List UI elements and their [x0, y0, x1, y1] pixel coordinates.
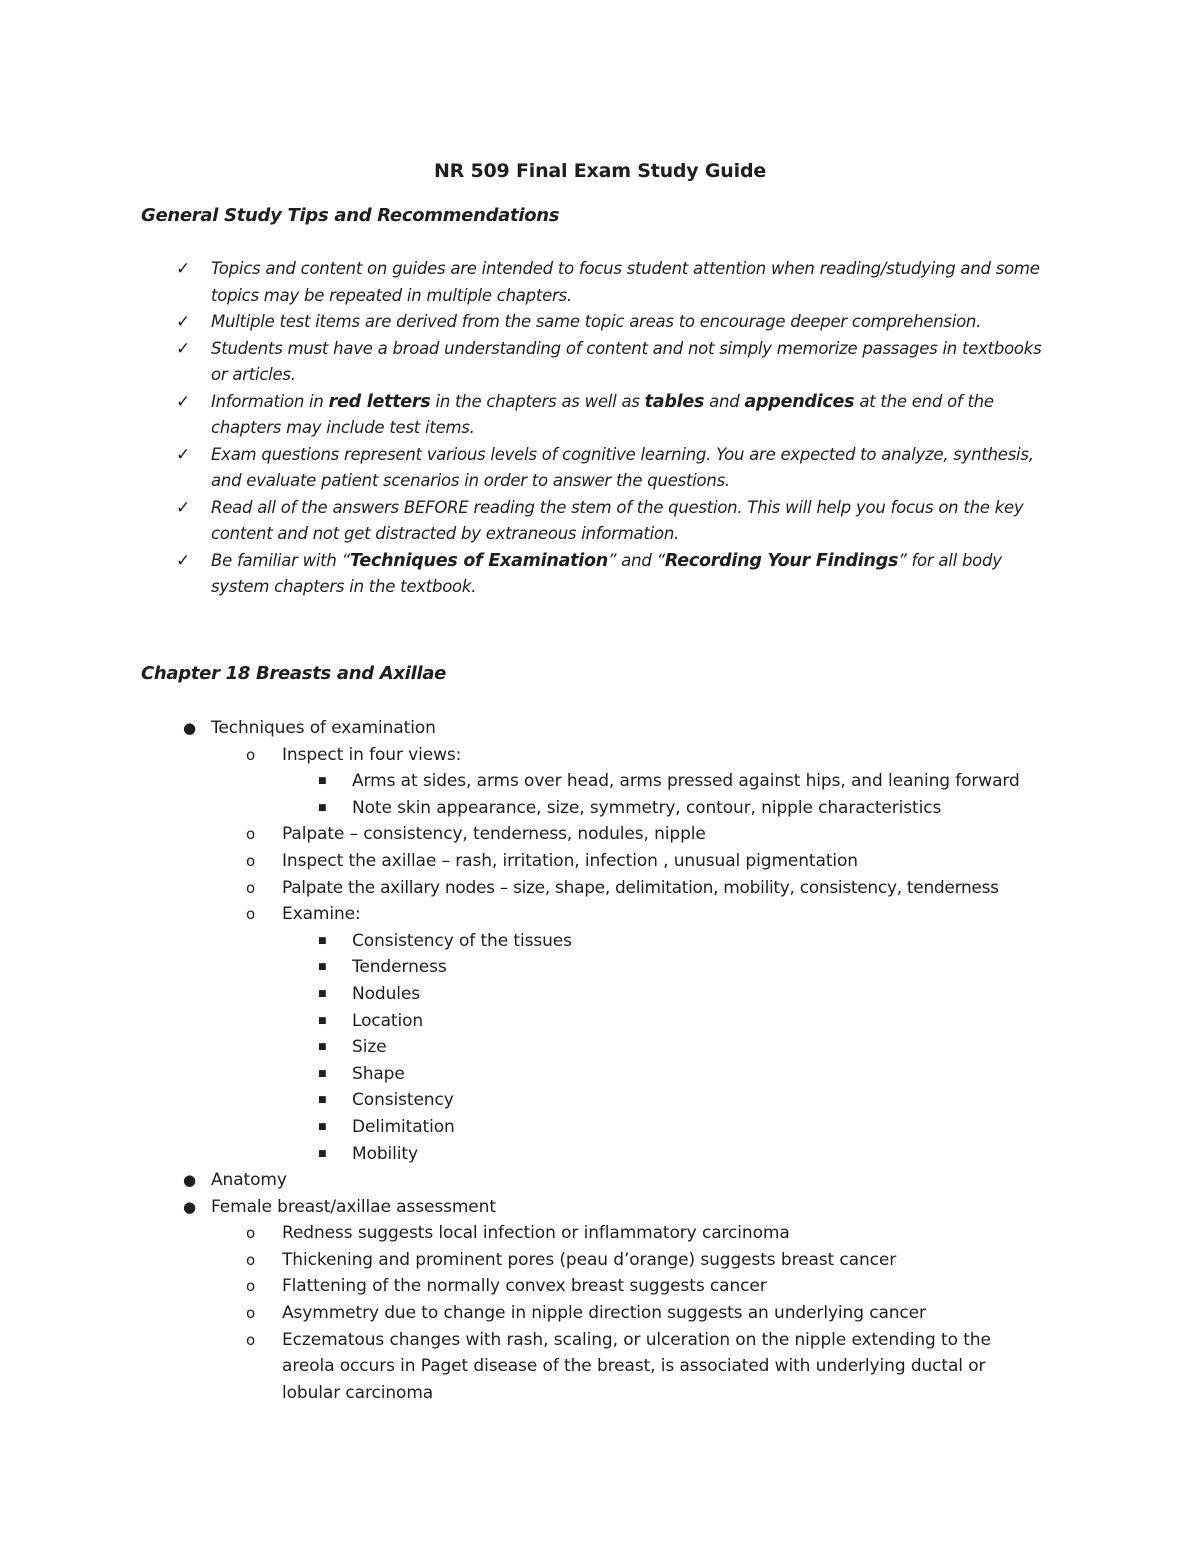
- bullet-icon: ●: [183, 1171, 196, 1190]
- tip-item: [0, 336, 1061, 389]
- list-item: ■ Nodules: [0, 981, 1200, 1008]
- tip-text: ” for all body system chapters in the textbook.: [211, 550, 1002, 596]
- tip-text: Exam questions represent various levels of cognitive learning. You are expected to analyze, synthesis, and evaluate patient scenarios in order to answer the questions.: [211, 444, 1034, 490]
- list-item: o Asymmetry due to change in nipple direction suggests an underlying cancer: [0, 1300, 1200, 1327]
- list-item: ■ Arms at sides, arms over head, arms pressed against hips, and leaning forward: [0, 768, 1200, 795]
- list-item: ■ Delimitation: [0, 1114, 1200, 1141]
- square-bullet-icon: ■: [318, 962, 327, 973]
- tips-list: [0, 256, 1200, 601]
- check-icon: ✓: [176, 444, 190, 465]
- circle-bullet-icon: o: [246, 878, 256, 897]
- list-item: ● Techniques of examination: [0, 715, 1200, 742]
- emphasis-appendices: appendices: [744, 391, 855, 412]
- list-item: o Palpate the axillary nodes – size, shape, delimitation, mobility, consistency, tenderness: [0, 875, 1200, 902]
- circle-bullet-icon: o: [246, 851, 256, 870]
- tip-text: Read all of the answers BEFORE reading the stem of the question. This will help you focus on the key content and not get distracted by extraneous information.: [211, 497, 1024, 543]
- tip-text: Topics and content on guides are intended to focus student attention when reading/studying and some topics may be repeated in multiple chapters.: [211, 259, 1040, 305]
- emphasis-techniques: Techniques of Examination: [349, 550, 608, 571]
- list-item: ■ Mobility: [0, 1141, 1200, 1168]
- square-bullet-icon: ■: [318, 1015, 327, 1026]
- tip-text: at the end of the chapters may include test items.: [211, 391, 994, 437]
- bullet-icon: ●: [183, 719, 196, 737]
- circle-bullet-icon: o: [246, 1330, 256, 1349]
- list-item: o Flattening of the normally convex breast suggests cancer: [0, 1273, 1200, 1300]
- tip-text: Multiple test items are derived from the same topic areas to encourage deeper comprehension.: [211, 312, 982, 331]
- circle-bullet-icon: o: [246, 745, 256, 764]
- circle-bullet-icon: o: [246, 1277, 256, 1296]
- check-icon: ✓: [176, 497, 190, 518]
- square-bullet-icon: ■: [318, 988, 327, 999]
- check-icon: ✓: [176, 391, 190, 412]
- list-item: o Palpate – consistency, tenderness, nodules, nipple: [0, 821, 1200, 848]
- tip-text: Information in: [211, 391, 329, 411]
- tip-text: in the chapters as well as: [430, 391, 645, 411]
- tip-text: Be familiar with “: [211, 550, 350, 570]
- square-bullet-icon: ■: [318, 1148, 327, 1159]
- square-bullet-icon: ■: [318, 802, 327, 813]
- tip-item: [0, 256, 1061, 309]
- check-icon: ✓: [176, 338, 190, 359]
- square-bullet-icon: ■: [318, 935, 327, 946]
- list-item: ■ Consistency: [0, 1087, 1200, 1114]
- list-item: ● Anatomy: [0, 1167, 1200, 1194]
- list-item: o Inspect the axillae – rash, irritation, infection , unusual pigmentation: [0, 848, 1200, 875]
- square-bullet-icon: ■: [318, 1068, 327, 1079]
- tip-item: [0, 548, 1061, 601]
- circle-bullet-icon: o: [246, 1250, 256, 1269]
- tip-item: [0, 442, 1061, 495]
- list-item: o Inspect in four views:: [0, 742, 1200, 769]
- emphasis-tables: tables: [644, 391, 705, 412]
- circle-bullet-icon: o: [246, 1224, 256, 1243]
- square-bullet-icon: ■: [318, 1121, 327, 1132]
- list-item: ■ Note skin appearance, size, symmetry, contour, nipple characteristics: [0, 795, 1200, 822]
- list-item: ■ Tenderness: [0, 954, 1200, 981]
- emphasis-recording: Recording Your Findings: [664, 550, 899, 571]
- list-item: o Eczematous changes with rash, scaling, or ulceration on the nipple extending to the areola occurs in Paget disease of the breast, is associated with underlying ductal or lobular carcinoma: [0, 1327, 1022, 1407]
- bullet-icon: ●: [183, 1197, 196, 1216]
- check-icon: ✓: [176, 259, 190, 279]
- circle-bullet-icon: o: [246, 1304, 256, 1323]
- list-item: o Examine:: [0, 901, 1200, 928]
- document-title: NR 509 Final Exam Study Guide: [433, 160, 767, 182]
- tip-item: [0, 389, 1061, 442]
- square-bullet-icon: ■: [318, 1095, 327, 1106]
- list-item: o Thickening and prominent pores (peau d’orange) suggests breast cancer: [0, 1247, 1200, 1274]
- circle-bullet-icon: o: [246, 905, 256, 924]
- tip-text: and: [704, 391, 745, 411]
- tip-item: [0, 495, 1061, 548]
- tip-text: Students must have a broad understanding of content and not simply memorize passages in textbooks or articles.: [211, 338, 1042, 384]
- list-item: ■ Size: [0, 1034, 1200, 1061]
- chapter-heading: Chapter 18 Breasts and Axillae: [141, 663, 447, 684]
- list-item: ■ Location: [0, 1008, 1200, 1035]
- tips-heading: General Study Tips and Recommendations: [141, 205, 560, 226]
- emphasis-red-letters: red letters: [328, 391, 431, 412]
- circle-bullet-icon: o: [246, 825, 256, 844]
- list-item: o Redness suggests local infection or inflammatory carcinoma: [0, 1220, 1200, 1247]
- list-item: ● Female breast/axillae assessment: [0, 1194, 1200, 1221]
- square-bullet-icon: ■: [318, 776, 327, 787]
- square-bullet-icon: ■: [318, 1042, 327, 1053]
- check-icon: ✓: [176, 550, 190, 571]
- tip-item: [0, 309, 1061, 336]
- list-item: ■ Consistency of the tissues: [0, 928, 1200, 955]
- tip-text: ” and “: [608, 550, 665, 570]
- list-item: ■ Shape: [0, 1061, 1200, 1088]
- check-icon: ✓: [176, 312, 190, 332]
- chapter-outline: [0, 715, 1200, 1406]
